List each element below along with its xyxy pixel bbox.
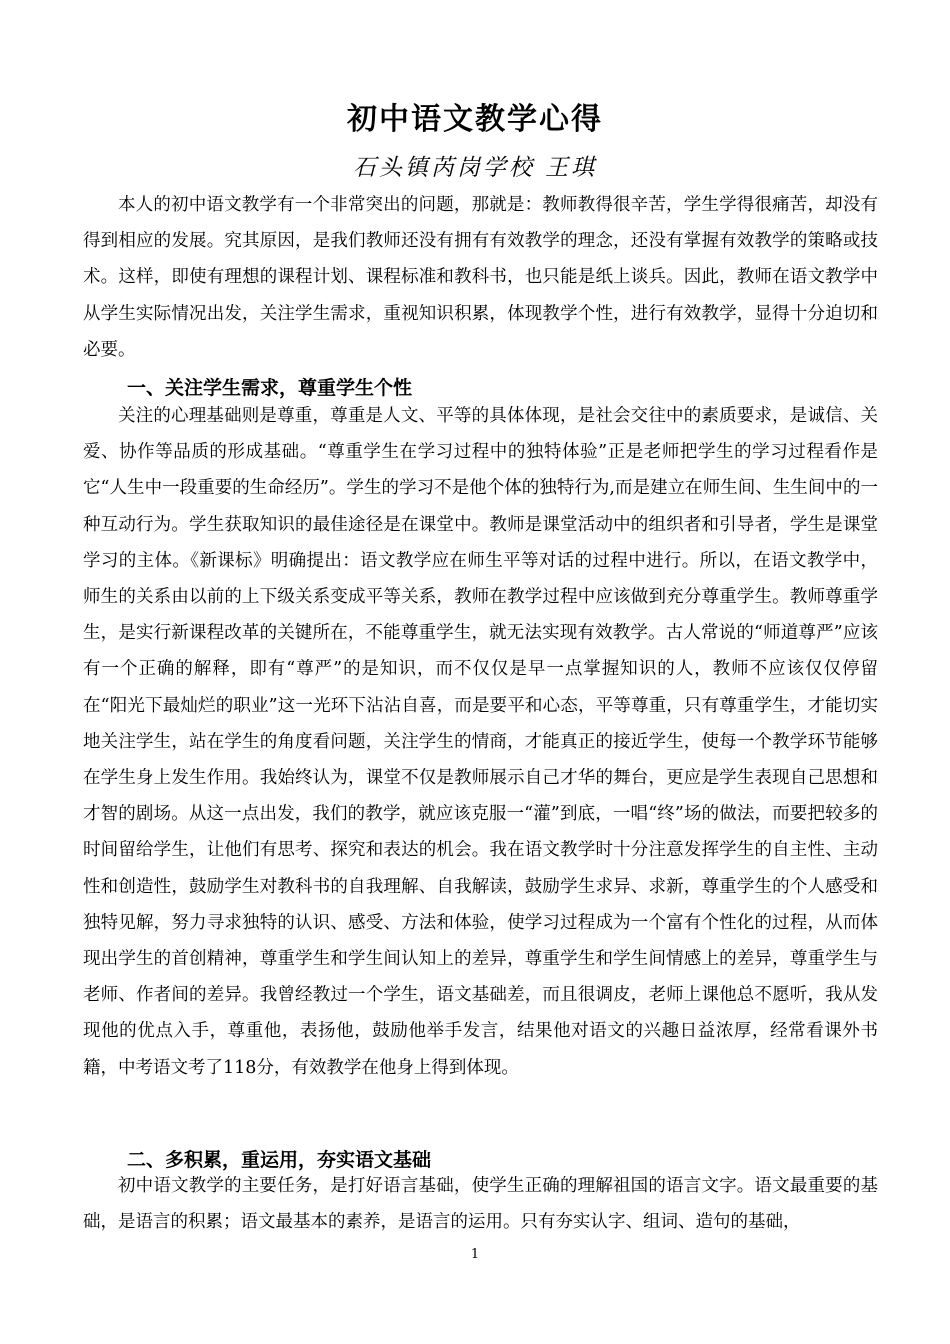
section-2-body <box>83 1168 878 1240</box>
intro-paragraph: 本人的初中语文教学有一个非常突出的问题，那就是：教师教得很辛苦，学生学得很痛苦，却没有得到相应的发展。究其原因，是我们教师还没有拥有有效教学的理念，还没有掌握有效教学的策略或技术。这样，即使有理想的课程计划、课程标准和教科书，也只能是纸上谈兵。因此，教师在语文教学中从学生实际情况出发，关注学生需求，重视知识积累，体现教学个性，进行有效教学，显得十分迫切和必要。 <box>83 195 878 360</box>
intro-block <box>83 187 878 368</box>
page-number: 1 <box>470 1247 480 1262</box>
section-1-body <box>83 398 878 1086</box>
author-line: 石头镇芮岗学校 王琪 <box>352 155 598 181</box>
section-paragraph-2: 初中语文教学的主要任务，是打好语言基础，使学生正确的理解祖国的语言文字。语文最重要的基础，是语言的积累；语文最基本的素养，是语言的运用。只有夯实认字、组词、造句的基础， <box>83 1176 878 1233</box>
section-heading-1: 一、关注学生需求，尊重学生个性 <box>127 377 413 399</box>
section-heading-2: 二、多积累，重运用，夯实语文基础 <box>127 1149 432 1171</box>
document-title: 初中语文教学心得 <box>347 102 603 137</box>
section-paragraph-1: 关注的心理基础则是尊重，尊重是人文、平等的具体体现，是社会交往中的素质要求，是诚信、关爱、协作等品质的形成基础。“尊重学生在学习过程中的独特体验”正是老师把学生的学习过程看作是它“人生中一段重要的生命经历”。学生的学习不是他个体的独特行为,而是建立在师生间、生生间中的一种互动行为。学生获取知识的最佳途径是在课堂中。教师是课堂活动中的组织者和引导者，学生是课堂学习的主体。《新课标》明确提出：语文教学应在师生平等对话的过程中进行。所以，在语文教学中，师生的关系由以前的上下级关系变成平等关系，教师在教学过程中应该做到充分尊重学生。教师尊重学生，是实行新课程改革的关键所在，不能尊重学生，就无法实现有效教学。古人常说的“师道尊严”应该有一个正确的解释，即有“尊严”的是知识，而不仅仅是早一点掌握知识的人，教师不应该仅仅停留在“阳光下最灿烂的职业”这一光环下沾沾自喜，而是要平和心态，平等尊重，只有尊重学生，才能切实地关注学生，站在学生的角度看问题，关注学生的情商，才能真正的接近学生，使每一个教学环节能够在学生身上发生作用。我始终认为，课堂不仅是教师展示自己才华的舞台，更应是学生表现自己思想和才智的剧场。从这一点出发，我们的教学，就应该克服一“灌”到底，一唱“终”场的做法，而要把较多的时间留给学生，让他们有思考、探究和表达的机会。我在语文教学时十分注意发挥学生的自主性、主动性和创造性，鼓励学生对教科书的自我理解、自我解读，鼓励学生求异、求新，尊重学生的个人感受和独特见解，努力寻求独特的认识、感受、方法和体验，使学习过程成为一个富有个性化的过程，从而体现出学生的首创精神，尊重学生和学生间认知上的差异，尊重学生和学生间情感上的差异，尊重学生与老师、作者间的差异。我曾经教过一个学生，语文基础差，而且很调皮，老师上课他总不愿听，我从发现他的优点入手，尊重他，表扬他，鼓励他举手发言，结果他对语文的兴趣日益浓厚，经常看课外书籍，中考语文考了118分，有效教学在他身上得到体现。 <box>83 406 878 1078</box>
